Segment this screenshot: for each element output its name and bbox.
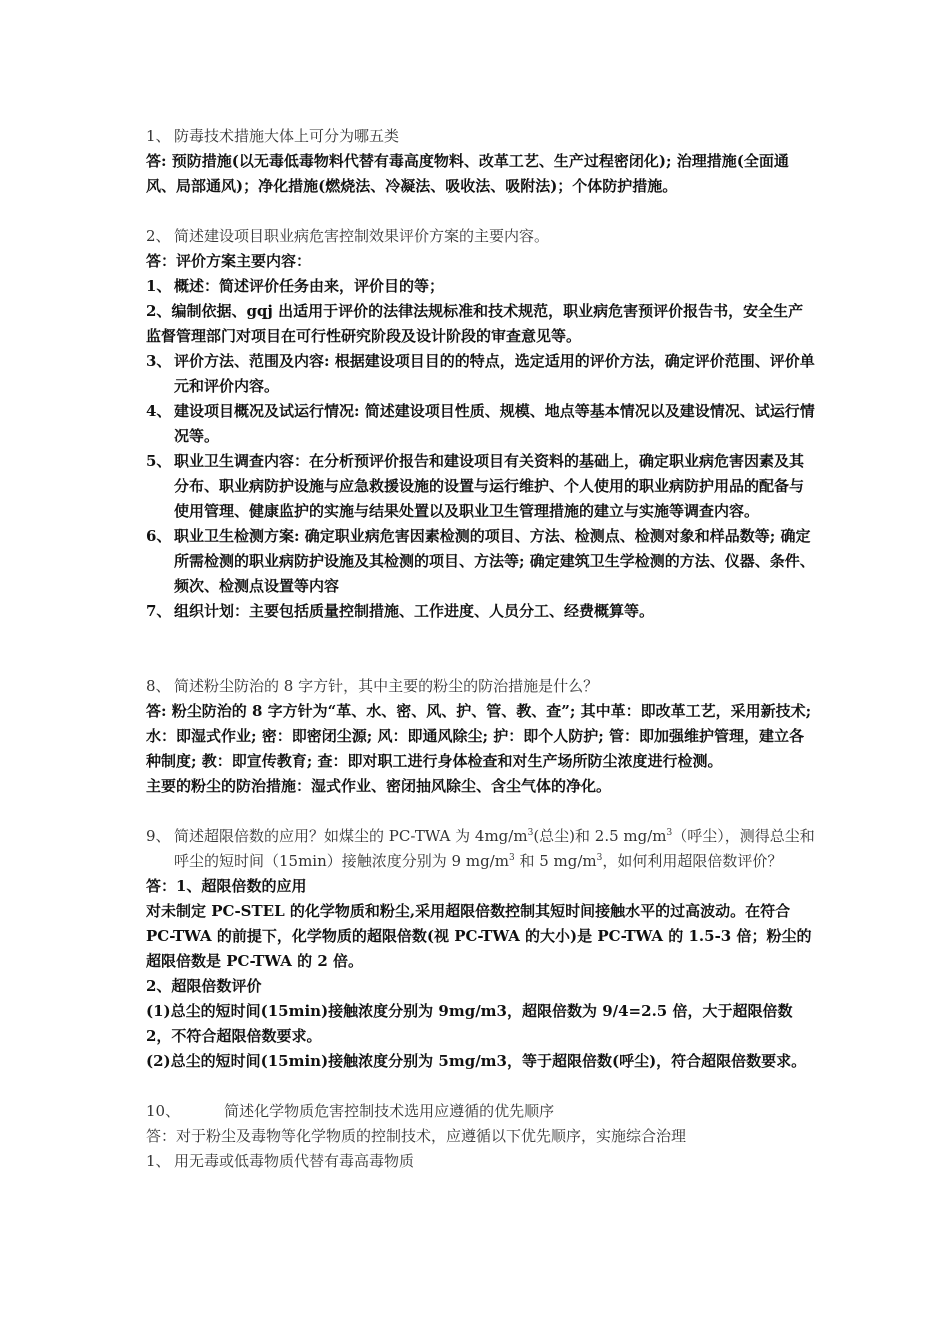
question-number: 9、 — [146, 827, 171, 845]
item-text: 职业卫生调查内容：在分析预评价报告和建设项目有关资料的基础上，确定职业病危害因素及其分布、职业病防护设施与应急救援设施的设置与运行维护、个人使用的职业病防护用品的配备与使用管理、健康监护的实施与结果处置以及职业卫生管理措施的建立与实施等调查内容。 — [174, 452, 805, 520]
answer-2-item — [146, 524, 818, 599]
answer-9-heading-1: 答：1、超限倍数的应用 — [146, 877, 307, 895]
question-number: 8、 — [146, 677, 171, 695]
question-number: 2、 — [146, 227, 171, 245]
item-number: 1、 — [146, 1152, 171, 1170]
item-text: 概述：简述评价任务由来，评价目的等； — [174, 277, 445, 295]
question-text: 简述超限倍数的应用？如煤尘的 PC-TWA 为 $4mg/m^3$(总尘)和 2.5 $mg/m^3$（呼尘），测得总尘和呼尘的短时间（15min）接触浓度分别为 9 $mg/m^3$ 和 5 $mg/m^3$，如何利用超限倍数评价？ — [174, 827, 815, 870]
answer-2-item — [146, 599, 818, 624]
answer-2-intro: 答：评价方案主要内容： — [146, 252, 312, 270]
question-1 — [146, 124, 818, 149]
question-number: 1、 — [146, 127, 171, 145]
question-10 — [146, 1099, 818, 1124]
answer-9-para-3: (2)总尘的短时间(15min)接触浓度分别为 5mg/m3，等于超限倍数(呼尘)，符合超限倍数要求。 — [146, 1052, 807, 1070]
item-number: 5、 — [146, 452, 172, 470]
answer-8-measures: 主要的粉尘的防治措施：湿式作业、密闭抽风除尘、含尘气体的净化。 — [146, 777, 612, 795]
answer-2-item — [146, 349, 818, 399]
answer-1: 答: 预防措施(以无毒低毒物料代替有毒高度物料、改革工艺、生产过程密闭化); 治理措施(全面通风、局部通风)；净化措施(燃烧法、冷凝法、吸收法、吸附法)；个体防护措施。 — [146, 152, 789, 195]
item-number: 4、 — [146, 402, 172, 420]
question-2 — [146, 224, 818, 249]
item-text: 评价方法、范围及内容: 根据建设项目目的的特点，选定适用的评价方法，确定评价范围、评价单元和评价内容。 — [174, 352, 815, 395]
item-number: 2、 — [146, 302, 172, 320]
item-text: 用无毒或低毒物质代替有毒高毒物质 — [174, 1152, 415, 1170]
item-number: 1、 — [146, 277, 172, 295]
answer-10-item — [146, 1149, 818, 1174]
question-text: 防毒技术措施大体上可分为哪五类 — [174, 127, 400, 145]
item-number: 7、 — [146, 602, 172, 620]
question-8 — [146, 674, 818, 699]
question-number: 10、 — [146, 1102, 181, 1120]
answer-2-item — [146, 274, 818, 299]
item-text: 组织计划：主要包括质量控制措施、工作进度、人员分工、经费概算等。 — [174, 602, 655, 620]
answer-9-heading-2: 2、超限倍数评价 — [146, 977, 262, 995]
question-text: 简述粉尘防治的 8 字方针，其中主要的粉尘的防治措施是什么？ — [174, 677, 599, 695]
item-number: 3、 — [146, 352, 172, 370]
answer-9-para-1: 对未制定 PC-STEL 的化学物质和粉尘,采用超限倍数控制其短时间接触水平的过高波动。在符合 PC-TWA 的前提下，化学物质的超限倍数(视 PC-TWA 的大小)是 PC-TWA 的 1.5-3 倍；粉尘的超限倍数是 PC-TWA 的 2 倍。 — [146, 902, 812, 970]
question-text: 简述建设项目职业病危害控制效果评价方案的主要内容。 — [174, 227, 550, 245]
answer-8: 答: 粉尘防治的 8 字方针为“革、水、密、风、护、管、教、查”; 其中革：即改革工艺，采用新技术; 水：即湿式作业; 密：即密闭尘源; 风：即通风除尘; 护：即个人防护; 管：即加强维护管理，建立各种制度; 教：即宣传教育; 查：即对职工进行身体检查和对生产场所防尘浓度进行检测。 — [146, 702, 812, 770]
item-text: 职业卫生检测方案: 确定职业病危害因素检测的项目、方法、检测点、检测对象和样品数等; 确定所需检测的职业病防护设施及其检测的项目、方法等; 确定建筑卫生学检测的方法、仪器、条件、频次、检测点设置等内容 — [174, 527, 815, 595]
document-body — [146, 124, 818, 1174]
item-text: 编制依据、gqj 出适用于评价的法律法规标准和技术规范，职业病危害预评价报告书，安全生产监督管理部门对项目在可行性研究阶段及设计阶段的审查意见等。 — [146, 302, 804, 345]
answer-2-item — [146, 399, 818, 449]
answer-10: 答：对于粉尘及毒物等化学物质的控制技术，应遵循以下优先顺序，实施综合治理 — [146, 1127, 687, 1145]
question-9 — [146, 824, 818, 874]
answer-2-item — [146, 449, 818, 524]
answer-9-para-2: (1)总尘的短时间(15min)接触浓度分别为 9mg/m3，超限倍数为 9/4=2.5 倍，大于超限倍数 2，不符合超限倍数要求。 — [146, 1002, 793, 1045]
item-number: 6、 — [146, 527, 172, 545]
question-text: 简述化学物质危害控制技术选用应遵循的优先顺序 — [224, 1102, 555, 1120]
item-text: 建设项目概况及试运行情况: 简述建设项目性质、规模、地点等基本情况以及建设情况、试运行情况等。 — [174, 402, 815, 445]
answer-2-item — [146, 299, 818, 349]
